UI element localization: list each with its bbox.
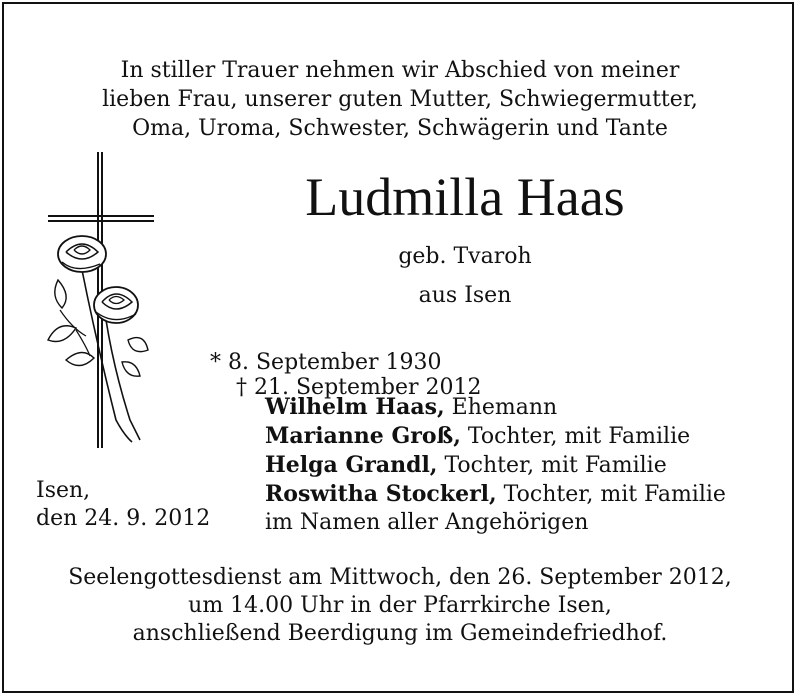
maiden-name: geb. Tvaroh xyxy=(398,244,532,269)
mourner-row xyxy=(265,451,726,480)
mourner-relation: Tochter, mit Familie xyxy=(496,482,726,507)
place-town: Isen, xyxy=(36,478,91,503)
mourner-name: Roswitha Stockerl, xyxy=(265,481,497,507)
origin: aus Isen xyxy=(418,283,512,308)
mourner-name: Wilhelm Haas, xyxy=(265,394,445,420)
mourners-list xyxy=(265,393,726,537)
service-line-2: um 14.00 Uhr in der Pfarrkirche Isen, xyxy=(188,593,612,618)
service-line-3: anschließend Beerdigung im Gemeindefriedhof. xyxy=(132,621,668,646)
mourner-relation: Tochter, mit Familie xyxy=(460,424,691,449)
intro-line-2: lieben Frau, unserer guten Mutter, Schwiegermutter, xyxy=(102,87,698,112)
closing-line: im Namen aller Angehörigen xyxy=(265,510,589,535)
mourner-name: Marianne Groß, xyxy=(265,423,461,449)
death-date: † 21. September 2012 xyxy=(236,375,482,400)
mourner-row xyxy=(265,480,726,509)
mourner-relation: Ehemann xyxy=(444,395,558,420)
place-date: den 24. 9. 2012 xyxy=(36,506,211,531)
mourner-relation: Tochter, mit Familie xyxy=(437,453,667,478)
mourner-row xyxy=(265,393,726,422)
intro-line-1: In stiller Trauer nehmen wir Abschied von meiner xyxy=(120,58,680,83)
service-line-1: Seelengottesdienst am Mittwoch, den 26. September 2012, xyxy=(68,565,732,590)
mourner-row xyxy=(265,422,726,451)
birth-date: * 8. September 1930 xyxy=(210,350,442,375)
cross-with-roses-icon xyxy=(36,150,166,450)
life-dates xyxy=(196,325,481,400)
place-and-date xyxy=(36,477,210,533)
intro-line-3: Oma, Uroma, Schwester, Schwägerin und Tante xyxy=(132,116,668,141)
intro-text xyxy=(0,56,800,143)
service-info xyxy=(0,564,800,648)
mourner-name: Helga Grandl, xyxy=(265,452,438,478)
deceased-name: Ludmilla Haas xyxy=(305,167,625,227)
